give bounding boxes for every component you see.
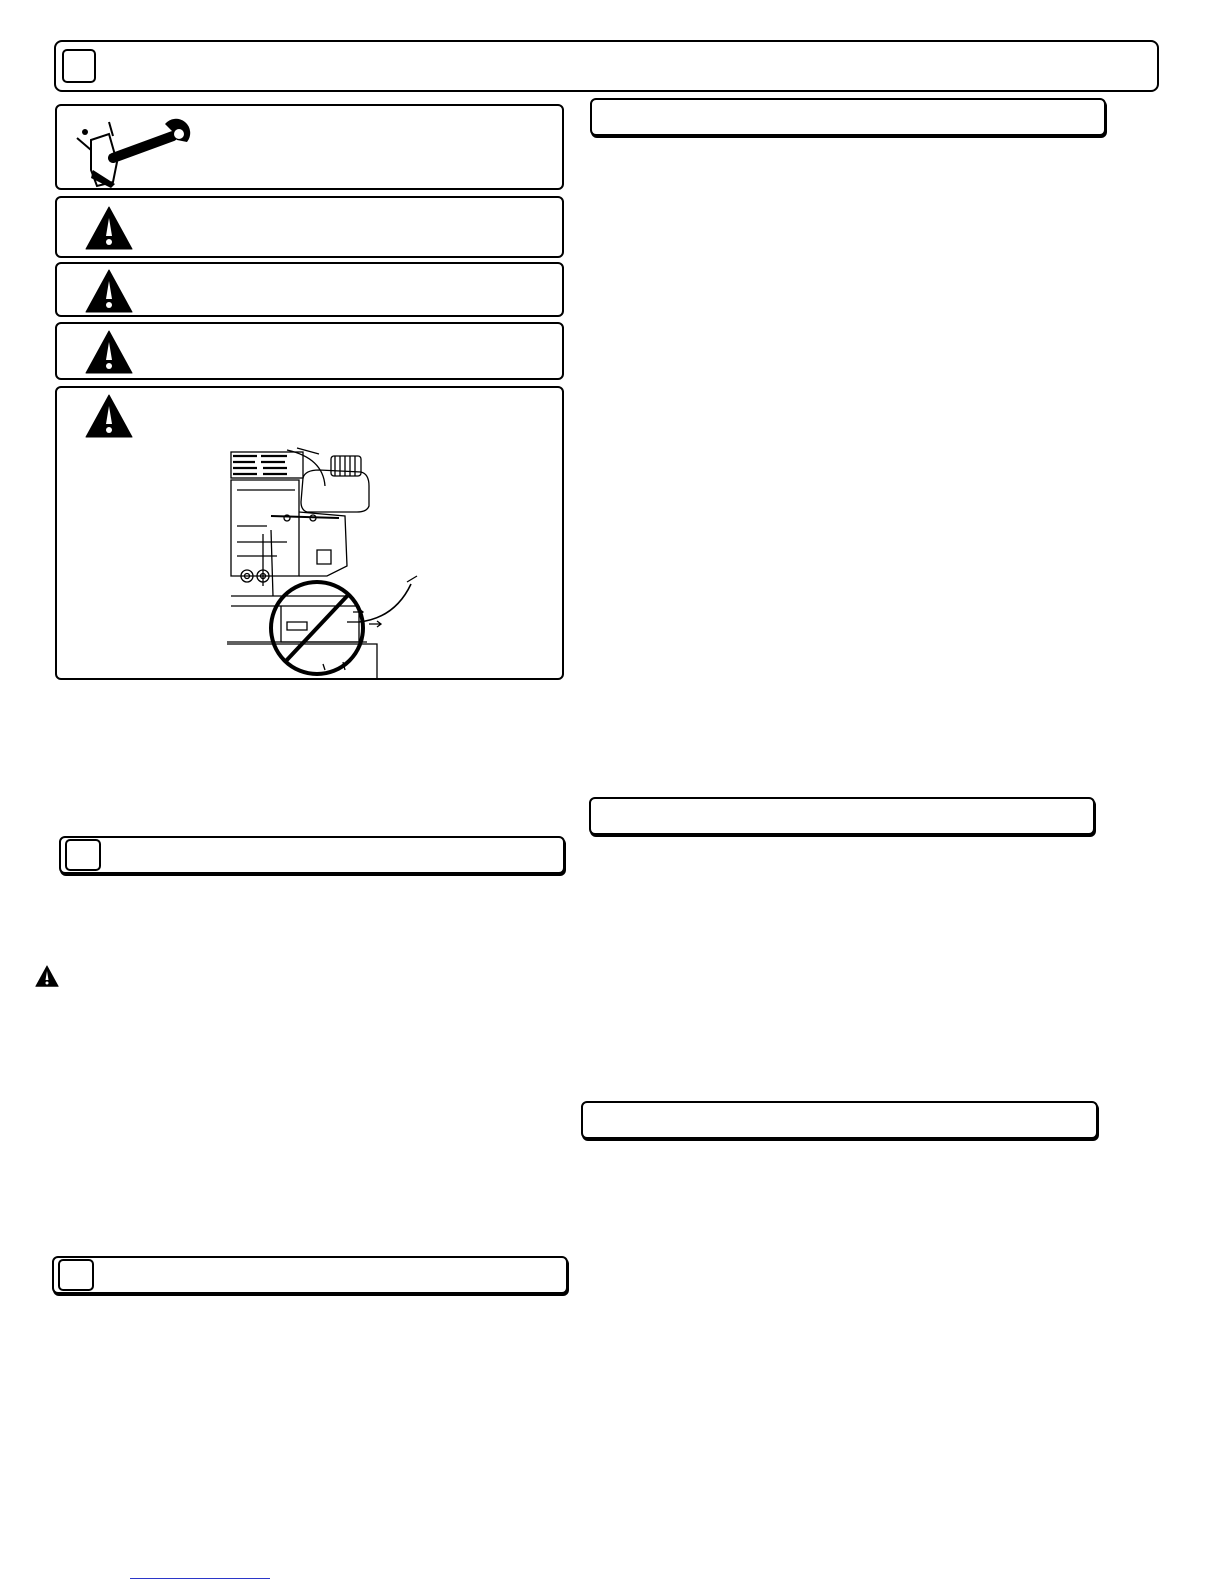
- section-number-badge: [58, 1259, 94, 1291]
- warning-triangle-icon: [35, 965, 59, 987]
- warning-triangle-icon: [85, 269, 133, 313]
- section-header-left-b: [52, 1256, 568, 1294]
- header-number-badge: [62, 49, 96, 83]
- section-header-right-2: [589, 797, 1095, 835]
- section-header-right-3: [581, 1101, 1098, 1139]
- warning-box-2: [55, 262, 564, 317]
- warning-box-4: [55, 386, 564, 680]
- warning-box-1: [55, 196, 564, 258]
- warning-triangle-icon: [85, 330, 133, 374]
- warning-triangle-icon: [85, 206, 133, 250]
- footer-link-underline[interactable]: [130, 1578, 270, 1579]
- engine-prohibited-drain-diagram: [227, 446, 427, 678]
- section-number-badge: [65, 839, 101, 871]
- oil-can-wrench-icon: [69, 112, 193, 188]
- header-bar: [54, 40, 1159, 92]
- maintenance-notice-box: [55, 104, 564, 190]
- warning-triangle-icon: [85, 394, 133, 438]
- section-header-right-1: [590, 98, 1106, 136]
- section-header-left-a: [59, 836, 565, 874]
- warning-box-3: [55, 322, 564, 380]
